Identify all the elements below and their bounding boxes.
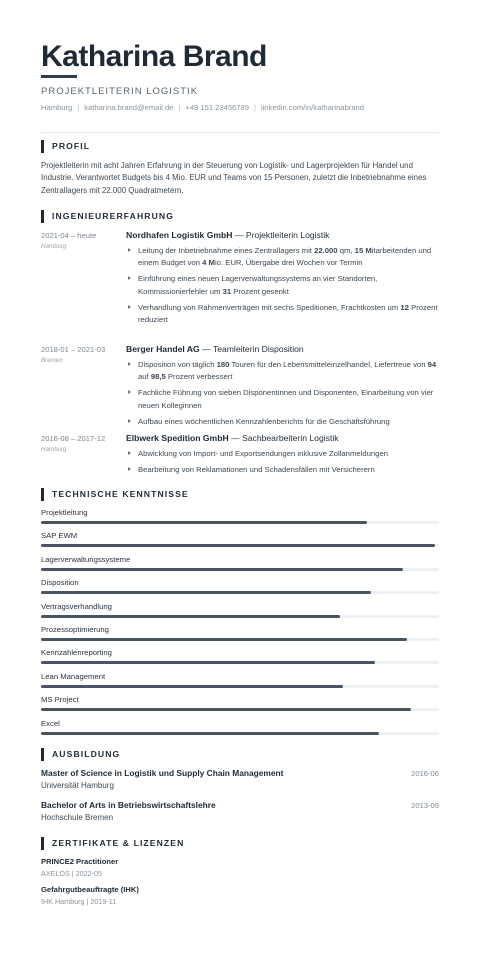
- section-title-experience: INGENIEURERFAHRUNG: [41, 210, 174, 223]
- education-degree: Master of Science in Logistik und Supply Chain Management: [41, 768, 284, 778]
- skill-item: [41, 508, 439, 530]
- section-title-skills: TECHNISCHE KENNTNISSE: [41, 488, 189, 501]
- job-title: [126, 230, 329, 240]
- job-bullet: Einführung eines neuen Lagerverwaltungssystems an vier Standorten, Kommissionierfehler um 31 Prozent gesenkt: [126, 273, 439, 298]
- skill-bar-fill: [41, 661, 375, 664]
- job-company: Nordhafen Logistik GmbH: [126, 230, 233, 240]
- job-company: Elbwerk Spedition GmbH: [126, 433, 229, 443]
- job-date: 2018-01 – 2021-03: [41, 345, 106, 354]
- skill-label: Lean Management: [41, 671, 106, 681]
- skill-bar-fill: [41, 615, 340, 618]
- skill-bar-track: [41, 638, 439, 641]
- job-bullets: [126, 359, 439, 432]
- certificate-name: PRINCE2 Practitioner: [41, 857, 119, 866]
- skill-bar-track: [41, 568, 439, 571]
- job-location: Hamburg: [41, 446, 67, 453]
- skill-bar-fill: [41, 568, 403, 571]
- education-school: Hochschule Bremen: [41, 813, 114, 822]
- candidate-role: PROJEKTLEITERIN LOGISTIK: [41, 86, 199, 97]
- job-bullet: Leitung der Inbetriebnahme eines Zentrallagers mit 22.000 qm, 15 Mitarbeitenden und einem Budget von 4 Mio. EUR, Übergabe drei Wochen vor Termin: [126, 245, 439, 270]
- skill-bar-track: [41, 615, 439, 618]
- certificate-meta: IHK Hamburg | 2019-11: [41, 897, 117, 906]
- job-bullets: [126, 448, 439, 480]
- section-title-profile: PROFIL: [41, 140, 90, 153]
- skill-item: [41, 672, 439, 694]
- job-date: 2016-08 – 2017-12: [41, 434, 106, 443]
- certificate-meta: AXELOS | 2022-05: [41, 869, 103, 878]
- name-underline: [41, 75, 77, 78]
- skill-label: Lagerverwaltungssysteme: [41, 554, 131, 564]
- job-bullet: Aufbau eines wöchentlichen Kennzahlenberichts für die Geschäftsführung: [126, 416, 439, 428]
- skill-label: MS Project: [41, 695, 79, 705]
- section-title-education: AUSBILDUNG: [41, 748, 120, 761]
- profile-summary: Projektleiterin mit acht Jahren Erfahrung in der Steuerung von Logistik- und Lagerprojekten für Handel und Industrie. Verantwortet Budgets bis 4 Mio. EUR und Teams von 15 Personen, zuletzt die Inbetriebnahme eines Zentrallagers mit 22.000 Quadratmetern.: [41, 161, 427, 195]
- skill-bar-fill: [41, 732, 379, 735]
- job-role: — Sachbearbeiterin Logistik: [228, 433, 339, 443]
- job-title: [126, 344, 304, 354]
- skill-item: [41, 531, 439, 553]
- job-bullet: Disposition von täglich 180 Touren für den Lebensmitteleinzelhandel, Liefertreue von 94 auf 98,5 Prozent verbessert: [126, 359, 439, 384]
- skill-item: [41, 578, 439, 600]
- skill-bar-fill: [41, 638, 407, 641]
- job-title: [126, 433, 339, 443]
- skill-bar-fill: [41, 521, 367, 524]
- job-role: — Teamleiterin Disposition: [199, 344, 304, 354]
- skill-bar-track: [41, 708, 439, 711]
- contact-linkedin[interactable]: linkedin.com/in/katharinabrand: [260, 103, 364, 112]
- skill-bar-track: [41, 685, 439, 688]
- job-company: Berger Handel AG: [126, 344, 200, 354]
- job-bullets: [126, 245, 439, 330]
- education-school: Universität Hamburg: [41, 781, 114, 790]
- skill-item: [41, 719, 439, 741]
- skill-label: Kennzahlenreporting: [41, 648, 112, 658]
- skill-bar-fill: [41, 591, 371, 594]
- skill-item: [41, 602, 439, 624]
- skill-label: Disposition: [41, 578, 79, 588]
- certificate-entry-1: [41, 857, 118, 878]
- contact-phone[interactable]: +49 151 23456789: [185, 103, 249, 112]
- job-bullet: Fachliche Führung von sieben Disponentinnen und Disponenten, Einarbeitung von vier neuen Kolleginnen: [126, 387, 439, 412]
- job-location: Bremen: [41, 357, 63, 364]
- contact-line: Hamburg | katharina.brand@email.de | +49 151 23456789 | linkedin.com/in/katharinabrand: [41, 103, 364, 112]
- skill-bar-track: [41, 591, 439, 594]
- candidate-name: Katharina Brand: [41, 40, 267, 73]
- section-title-certificates: ZERTIFIKATE & LIZENZEN: [41, 837, 184, 850]
- job-bullet: Abwicklung von Import- und Exportsendungen inklusive Zollanmeldungen: [126, 448, 439, 460]
- skill-label: SAP EWM: [41, 531, 78, 541]
- skill-label: Prozessoptimierung: [41, 625, 109, 634]
- job-location: Hamburg: [41, 243, 67, 250]
- skill-item: [41, 648, 439, 670]
- skill-label: Projektleitung: [41, 508, 88, 517]
- education-date: 2016-06: [411, 769, 439, 778]
- skill-bar-track: [41, 732, 439, 735]
- skill-item: [41, 555, 439, 577]
- skill-bar-fill: [41, 708, 411, 711]
- skill-item: [41, 625, 439, 647]
- skill-bar-fill: [41, 544, 435, 547]
- skill-bar-track: [41, 544, 439, 547]
- skill-label: Vertragsverhandlung: [41, 601, 112, 611]
- job-bullet: Bearbeitung von Reklamationen und Schadensfällen mit Versicherern: [126, 464, 439, 476]
- certificate-name: Gefahrgutbeauftragte (IHK): [41, 885, 139, 894]
- education-date: 2013-09: [411, 801, 439, 810]
- skill-bar-track: [41, 521, 439, 524]
- certificate-entry-2: [41, 885, 139, 906]
- job-role: — Projektleiterin Logistik: [232, 230, 330, 240]
- skill-item: [41, 695, 439, 717]
- contact-email[interactable]: katharina.brand@email.de: [84, 103, 174, 112]
- section-divider: [41, 132, 439, 133]
- job-date: 2021-04 – heute: [41, 231, 97, 240]
- skill-bar-fill: [41, 685, 343, 688]
- contact-city: Hamburg: [41, 103, 73, 112]
- education-degree: Bachelor of Arts in Betriebswirtschaftslehre: [41, 800, 216, 810]
- skill-bar-track: [41, 661, 439, 664]
- job-bullet: Verhandlung von Rahmenverträgen mit sechs Speditionen, Frachtkosten um 12 Prozent reduziert: [126, 302, 439, 327]
- skill-label: Excel: [41, 718, 60, 728]
